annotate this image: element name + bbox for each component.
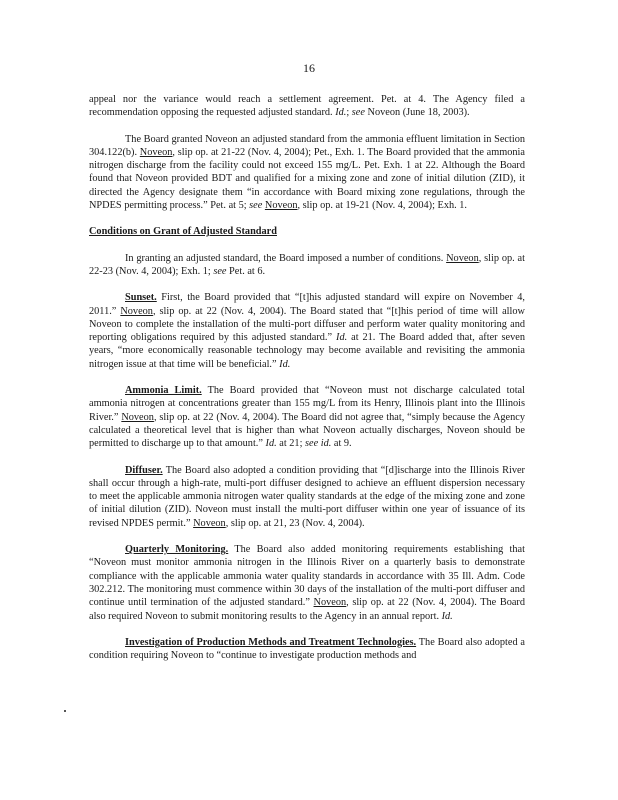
paragraph-quarterly-monitoring: Quarterly Monitoring. The Board also added monitoring requirements establishing that “Noveon must monitor ammonia nitrogen in the Illinois River on a quarterly basis to demonstrate compliance with the applicable ammonia water quality standards in accordance with 35 Ill. Adm. Code 302.212. The monitoring must commence within 30 days of the installation of the multi-port diffuser and continue until termination of the adjusted standard.” Noveon, slip op. at 22 (Nov. 4, 2004). The Board also required Noveon to submit monitoring results to the Agency in an annual report. Id. [89,544,525,622]
paragraph-conditions-intro: In granting an adjusted standard, the Board imposed a number of conditions. Noveon, slip op. at 22-23 (Nov. 4, 2004); Exh. 1; see Pet. at 6. [89,252,525,277]
run-in-heading: Ammonia Limit. [125,385,202,397]
run-in-heading: Diffuser. [125,464,163,476]
section-heading: Conditions on Grant of Adjusted Standard [89,226,277,238]
document-body [89,93,525,675]
paragraph-sunset: Sunset. First, the Board provided that “[t]his adjusted standard will expire on November 4, 2011.” Noveon, slip op. at 22 (Nov. 4, 2004). The Board stated that “[t]his period of time will allow Noveon to complete the installation of the multi-port diffuser and perform water quality monitoring and reporting obligations required by this adjusted standard.” Id. at 21. The Board added that, after seven years, “more economically reasonable technology may become available and revisiting the ammonia nitrogen issue at that time will be beneficial.” Id. [89,292,525,370]
paragraph-continuation: appeal nor the variance would reach a settlement agreement. Pet. at 4. The Agency filed a recommendation opposing the requested adjusted standard. Id.; see Noveon (June 18, 2003). [89,94,525,119]
paragraph-ammonia-limit: Ammonia Limit. The Board provided that “Noveon must not discharge calculated total ammonia nitrogen at concentrations greater than 155 mg/L from its Henry, Illinois plant into the Illinois River.” Noveon, slip op. at 22 (Nov. 4, 2004). The Board did not agree that, “simply because the Agency calculated a theoretical level that is higher than what Noveon actually discharges, Noveon should be permitted to discharge up to that amount.” Id. at 21; see id. at 9. [89,385,525,450]
page-number: 16 [303,61,315,75]
scan-speck [64,710,66,712]
run-in-heading: Investigation of Production Methods and Treatment Technologies. [125,636,417,648]
run-in-heading: Quarterly Monitoring. [125,544,229,556]
paragraph-diffuser: Diffuser. The Board also adopted a condition providing that “[d]ischarge into the Illinois River shall occur through a high-rate, multi-port diffuser designed to achieve an effluent dispersion necessary to meet the applicable ammonia nitrogen water quality standards at the edge of the mixing zone and zone of initial dilution (ZID). Noveon must install the multi-port diffuser within one year of issuance of its revised NPDES permit.” Noveon, slip op. at 21, 23 (Nov. 4, 2004). [89,464,525,529]
run-in-heading: Sunset. [125,292,157,304]
paragraph-adjusted-standard-granted: The Board granted Noveon an adjusted standard from the ammonia effluent limitation in Section 304.122(b). Noveon, slip op. at 21-22 (Nov. 4, 2004); Pet., Exh. 1. The Board provided that the ammonia nitrogen discharge from the facility could not exceed 155 mg/L. Pet. Exh. 1 at 22. Although the Board found that Noveon provided BDT and qualified for a mixing zone and zone of initial dilution (ZID), it directed the Agency designate them “in accordance with Board mixing zone regulations, through the NPDES permitting process.” Pet. at 5; see Noveon, slip op. at 19-21 (Nov. 4, 2004); Exh. 1. [89,133,525,212]
paragraph-investigation: Investigation of Production Methods and Treatment Technologies. The Board also adopted a condition requiring Noveon to “continue to investigate production methods and [89,636,525,662]
